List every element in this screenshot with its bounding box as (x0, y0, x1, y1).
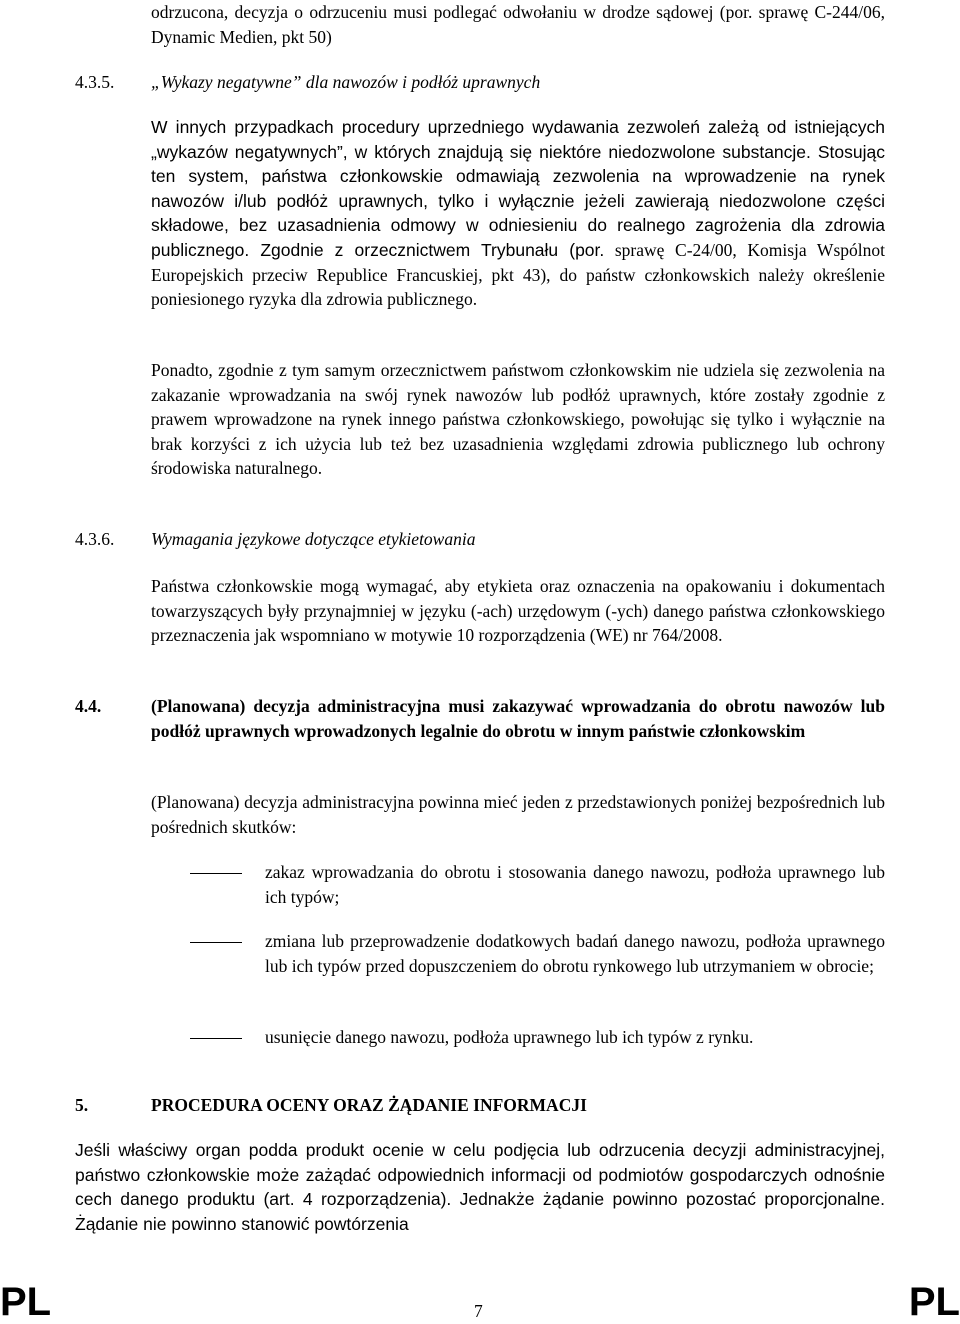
section-number-5: 5. (75, 1095, 89, 1115)
section-number-4-4: 4.4. (75, 696, 102, 716)
paragraph-case-law: Ponadto, zgodnie z tym samym orzecznictwem państwom członkowskim nie udziela się zezwolenia na zakazanie wprowadzania na swój rynek nawozów lub podłóż uprawnych, które zostały zgodnie z prawem wprowadzone na rynek innego państwa członkowskiego, powołując się tylko i wyłącznie na brak korzyści z ich użycia lub też bez uzasadnienia względami zdrowia publicznego lub ochrony środowiska naturalnego. (151, 360, 885, 479)
list-dash (190, 1038, 242, 1039)
paragraph-decision-effects: (Planowana) decyzja administracyjna powinna mieć jeden z przedstawionych poniżej bezpośrednich lub pośrednich skutków: (151, 792, 885, 837)
footer-language-code-right: PL (908, 1280, 960, 1324)
paragraph-negative-lists-serif-part: sprawę C-24/00, Komisja Wspólnot Europejskich przeciw Republice Francuskiej, pkt 43), do państw członkowskich należy określenie poniesionego ryzyka dla zdrowia publicznego. (151, 239, 885, 310)
list-dash (190, 873, 242, 874)
list-item: usunięcie danego nawozu, podłoża uprawnego lub ich typów z rynku. (265, 1027, 754, 1047)
footer-language-code-left: PL (0, 1280, 52, 1324)
list-dash (190, 942, 242, 943)
paragraph-information-request: Jeśli właściwy organ podda produkt ocenie w celu podjęcia lub odrzucenia decyzji administracyjnej, państwo członkowskie może zażądać odpowiednich informacji od podmiotów gospodarczych odnośnie cech danego produktu (art. 4 rozporządzenia). Jednakże żądanie powinno pozostać proporcjonalne. Żądanie nie powinno stanowić powtórzenia (75, 1140, 885, 1234)
section-title-4-3-6: Wymagania językowe dotyczące etykietowania (151, 529, 476, 549)
section-heading-5: PROCEDURA OCENY ORAZ ŻĄDANIE INFORMACJI (151, 1095, 587, 1115)
continuation-paragraph: odrzucona, decyzja o odrzuceniu musi podlegać odwołaniu w drodze sądowej (por. sprawę C-244/06, Dynamic Medien, pkt 50) (151, 2, 885, 47)
page-number: 7 (474, 1301, 483, 1321)
section-number-4-3-5: 4.3.5. (75, 72, 115, 92)
section-heading-4-4: (Planowana) decyzja administracyjna musi zakazywać wprowadzania do obrotu nawozów lub podłóż uprawnych wprowadzonych legalnie do obrotu w innym państwie członkowskim (151, 696, 885, 741)
list-item: zmiana lub przeprowadzenie dodatkowych badań danego nawozu, podłoża uprawnego lub ich typów przed dopuszczeniem do obrotu rynkowego lub utrzymaniem w obrocie; (265, 931, 885, 976)
section-number-4-3-6: 4.3.6. (75, 529, 115, 549)
paragraph-language-requirements: Państwa członkowskie mogą wymagać, aby etykieta oraz oznaczenia na opakowaniu i dokumentach towarzyszących były przynajmniej w języku (-ach) urzędowym (-ych) danego państwa członkowskiego przeznaczenia jak wspomniano w motywie 10 rozporządzenia (WE) nr 764/2008. (151, 576, 885, 646)
section-title-4-3-5: „Wykazy negatywne” dla nawozów i podłóż uprawnych (151, 72, 541, 92)
paragraph-negative-lists-sans-part: W innych przypadkach procedury uprzedniego wydawania zezwoleń zależą od istniejących „wykazów negatywnych”, w których znajdują się niektóre niedozwolone substancje. Stosując ten system, państwa członkowskie odmawiają zezwolenia na wprowadzenie na rynek nawozów i/lub podłóż uprawnych, tylko i wyłącznie jeżeli zawierają niedozwolone części składowe, bez uzasadnienia odmowy w odniesieniu do realnego zagrożenia dla zdrowia publicznego. Zgodnie z orzecznictwem Trybunału (por. (151, 117, 885, 260)
list-item: zakaz wprowadzania do obrotu i stosowania danego nawozu, podłoża uprawnego lub ich typów; (265, 862, 885, 907)
paragraph-negative-lists (151, 115, 885, 312)
